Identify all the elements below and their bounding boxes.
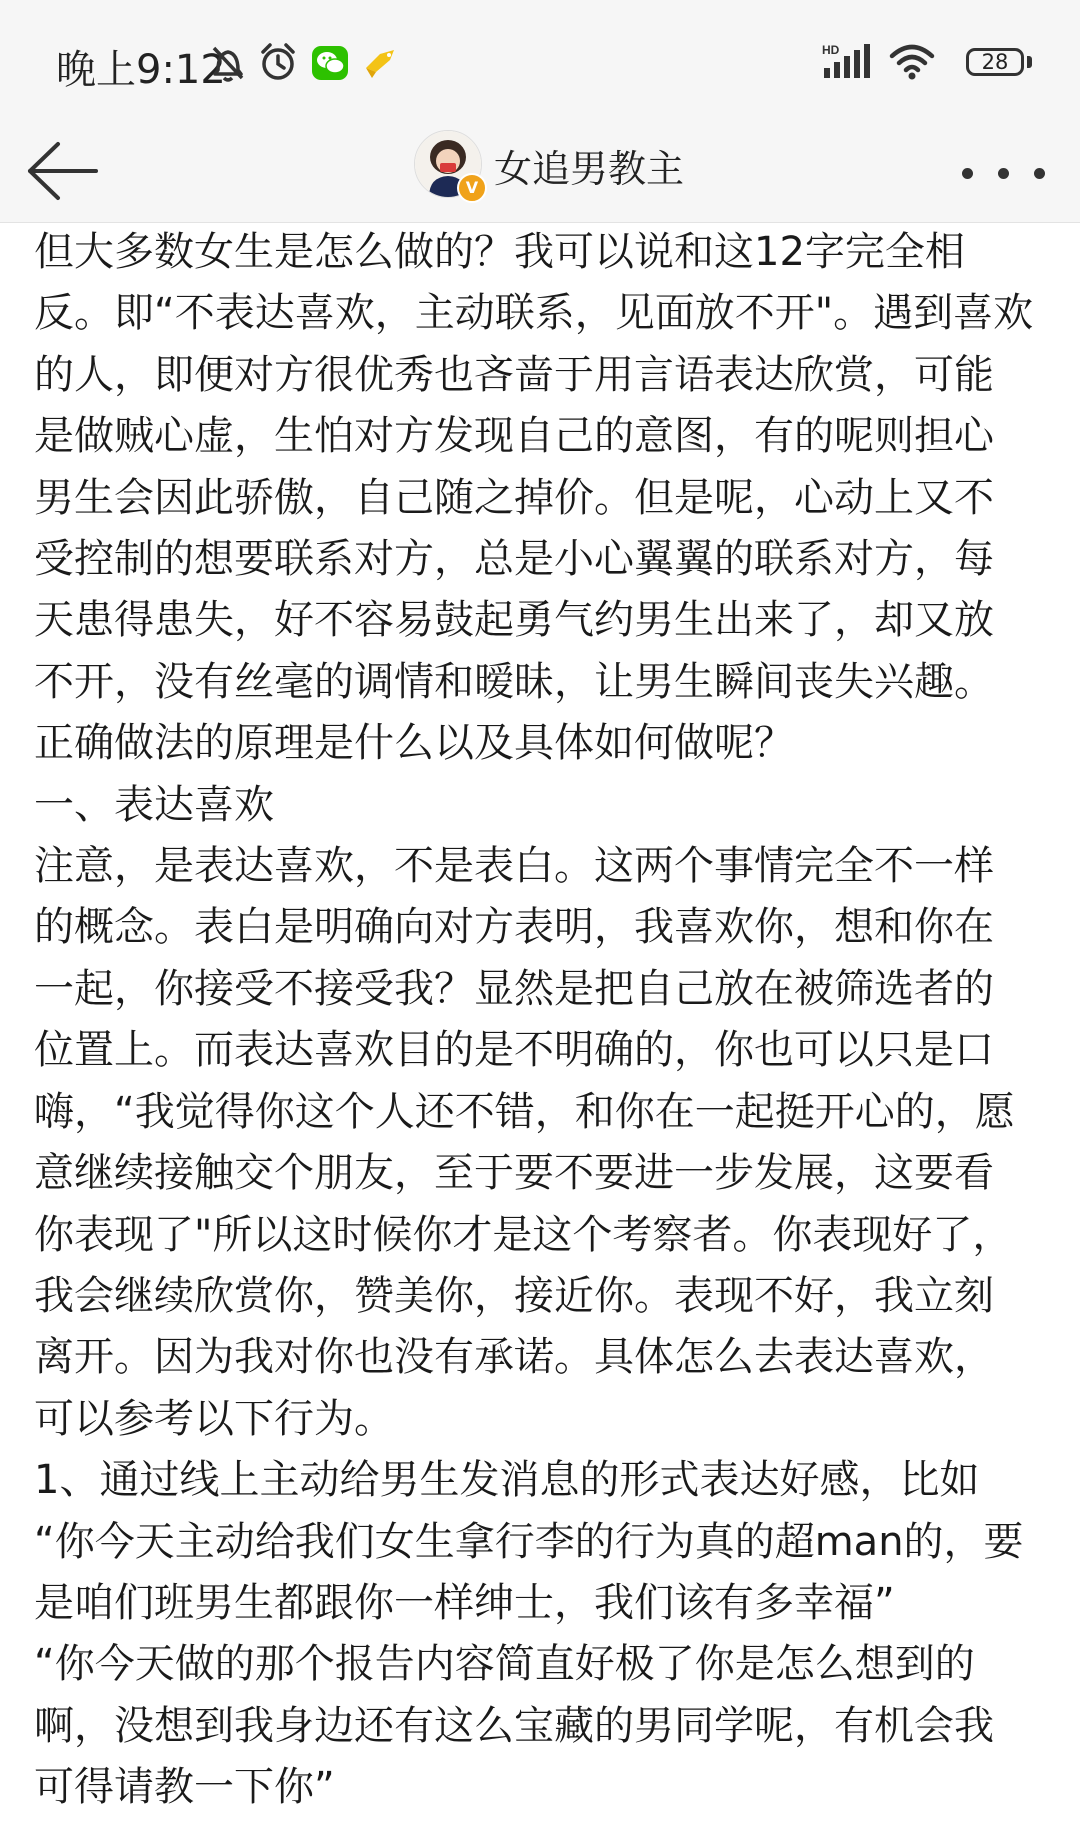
article-line: 位置上。而表达喜欢目的是不明确的，你也可以只是口 (34, 1027, 994, 1074)
article-line: 反。即“不表达喜欢，主动联系，见面放不开"。遇到喜欢 (34, 290, 1034, 337)
article-line: “你今天做的那个报告内容简直好极了你是怎么想到的 (34, 1641, 975, 1688)
article-line: 离开。因为我对你也没有承诺。具体怎么去表达喜欢， (34, 1334, 994, 1381)
article-line: 意继续接触交个朋友，至于要不要进一步发展，这要看 (34, 1150, 994, 1197)
hd-signal-icon (820, 40, 876, 84)
article-line: 是咱们班男生都跟你一样绅士，我们该有多幸福” (34, 1579, 895, 1626)
article-line: 一起，你接受不接受我？显然是把自己放在被筛选者的 (34, 965, 994, 1012)
article-line: 不开，没有丝毫的调情和暧昧，让男生瞬间丧失兴趣。 (34, 658, 994, 705)
article-line: 的人，即便对方很优秀也吝啬于用言语表达欣赏，可能 (34, 351, 994, 398)
battery-icon (966, 48, 1024, 76)
article-line: 我会继续欣赏你，赞美你，接近你。表现不好，我立刻 (34, 1272, 994, 1319)
article-line: 可得请教一下你” (34, 1764, 335, 1811)
more-dot-icon (998, 168, 1009, 179)
author-avatar[interactable] (414, 130, 482, 198)
article-line: 男生会因此骄傲，自己随之掉价。但是呢，心动上又不 (34, 474, 994, 521)
app-notification-icon (362, 40, 402, 84)
network-label: HD (822, 43, 840, 57)
article-line: 但大多数女生是怎么做的？我可以说和这12字完全相 (34, 229, 965, 275)
wechat-icon (310, 40, 350, 84)
article-line: 你表现了"所以这时候你才是这个考察者。你表现好了， (34, 1211, 1013, 1258)
article-line: 的概念。表白是明确向对方表明，我喜欢你，想和你在 (34, 904, 994, 951)
article-line: 是做贼心虚，生怕对方发现自己的意图，有的呢则担心 (34, 413, 994, 460)
article-body (34, 222, 1050, 1819)
article-line: 正确做法的原理是什么以及具体如何做呢？ (34, 720, 794, 767)
article-line: 天患得患失，好不容易鼓起勇气约男生出来了，却又放 (34, 597, 994, 644)
article-line: 啊，没想到我身边还有这么宝藏的男同学呢，有机会我 (34, 1702, 994, 1749)
wifi-icon (888, 40, 936, 84)
more-options-button[interactable] (956, 148, 1056, 198)
back-arrow-icon (24, 136, 104, 206)
nav-bar (0, 120, 1080, 223)
article-line: 嗨，“我觉得你这个人还不错，和你在一起挺开心的，愿 (34, 1088, 1015, 1135)
battery-level: 28 (981, 50, 1009, 74)
verified-badge-icon: V (457, 173, 487, 203)
status-time: 晚上9:12 (56, 47, 226, 93)
article-line: “你今天主动给我们女生拿行李的行为真的超man的，要 (34, 1518, 1024, 1565)
battery-tip (1027, 56, 1032, 68)
author-name[interactable]: 女追男教主 (494, 147, 685, 191)
alarm-clock-icon (258, 40, 298, 84)
section-heading: 一、表达喜欢 (34, 781, 274, 828)
back-button[interactable] (24, 136, 104, 206)
status-bar (0, 0, 1080, 120)
article-line: 注意，是表达喜欢，不是表白。这两个事情完全不一样 (34, 843, 994, 890)
more-dot-icon (1034, 168, 1045, 179)
alarm-off-icon (208, 40, 248, 84)
article-line: 可以参考以下行为。 (34, 1395, 394, 1442)
article-line: 受控制的想要联系对方，总是小心翼翼的联系对方，每 (34, 536, 994, 583)
more-dot-icon (962, 168, 973, 179)
status-icons-right (820, 40, 1040, 84)
article-line: 1、通过线上主动给男生发消息的形式表达好感，比如 (34, 1457, 980, 1504)
